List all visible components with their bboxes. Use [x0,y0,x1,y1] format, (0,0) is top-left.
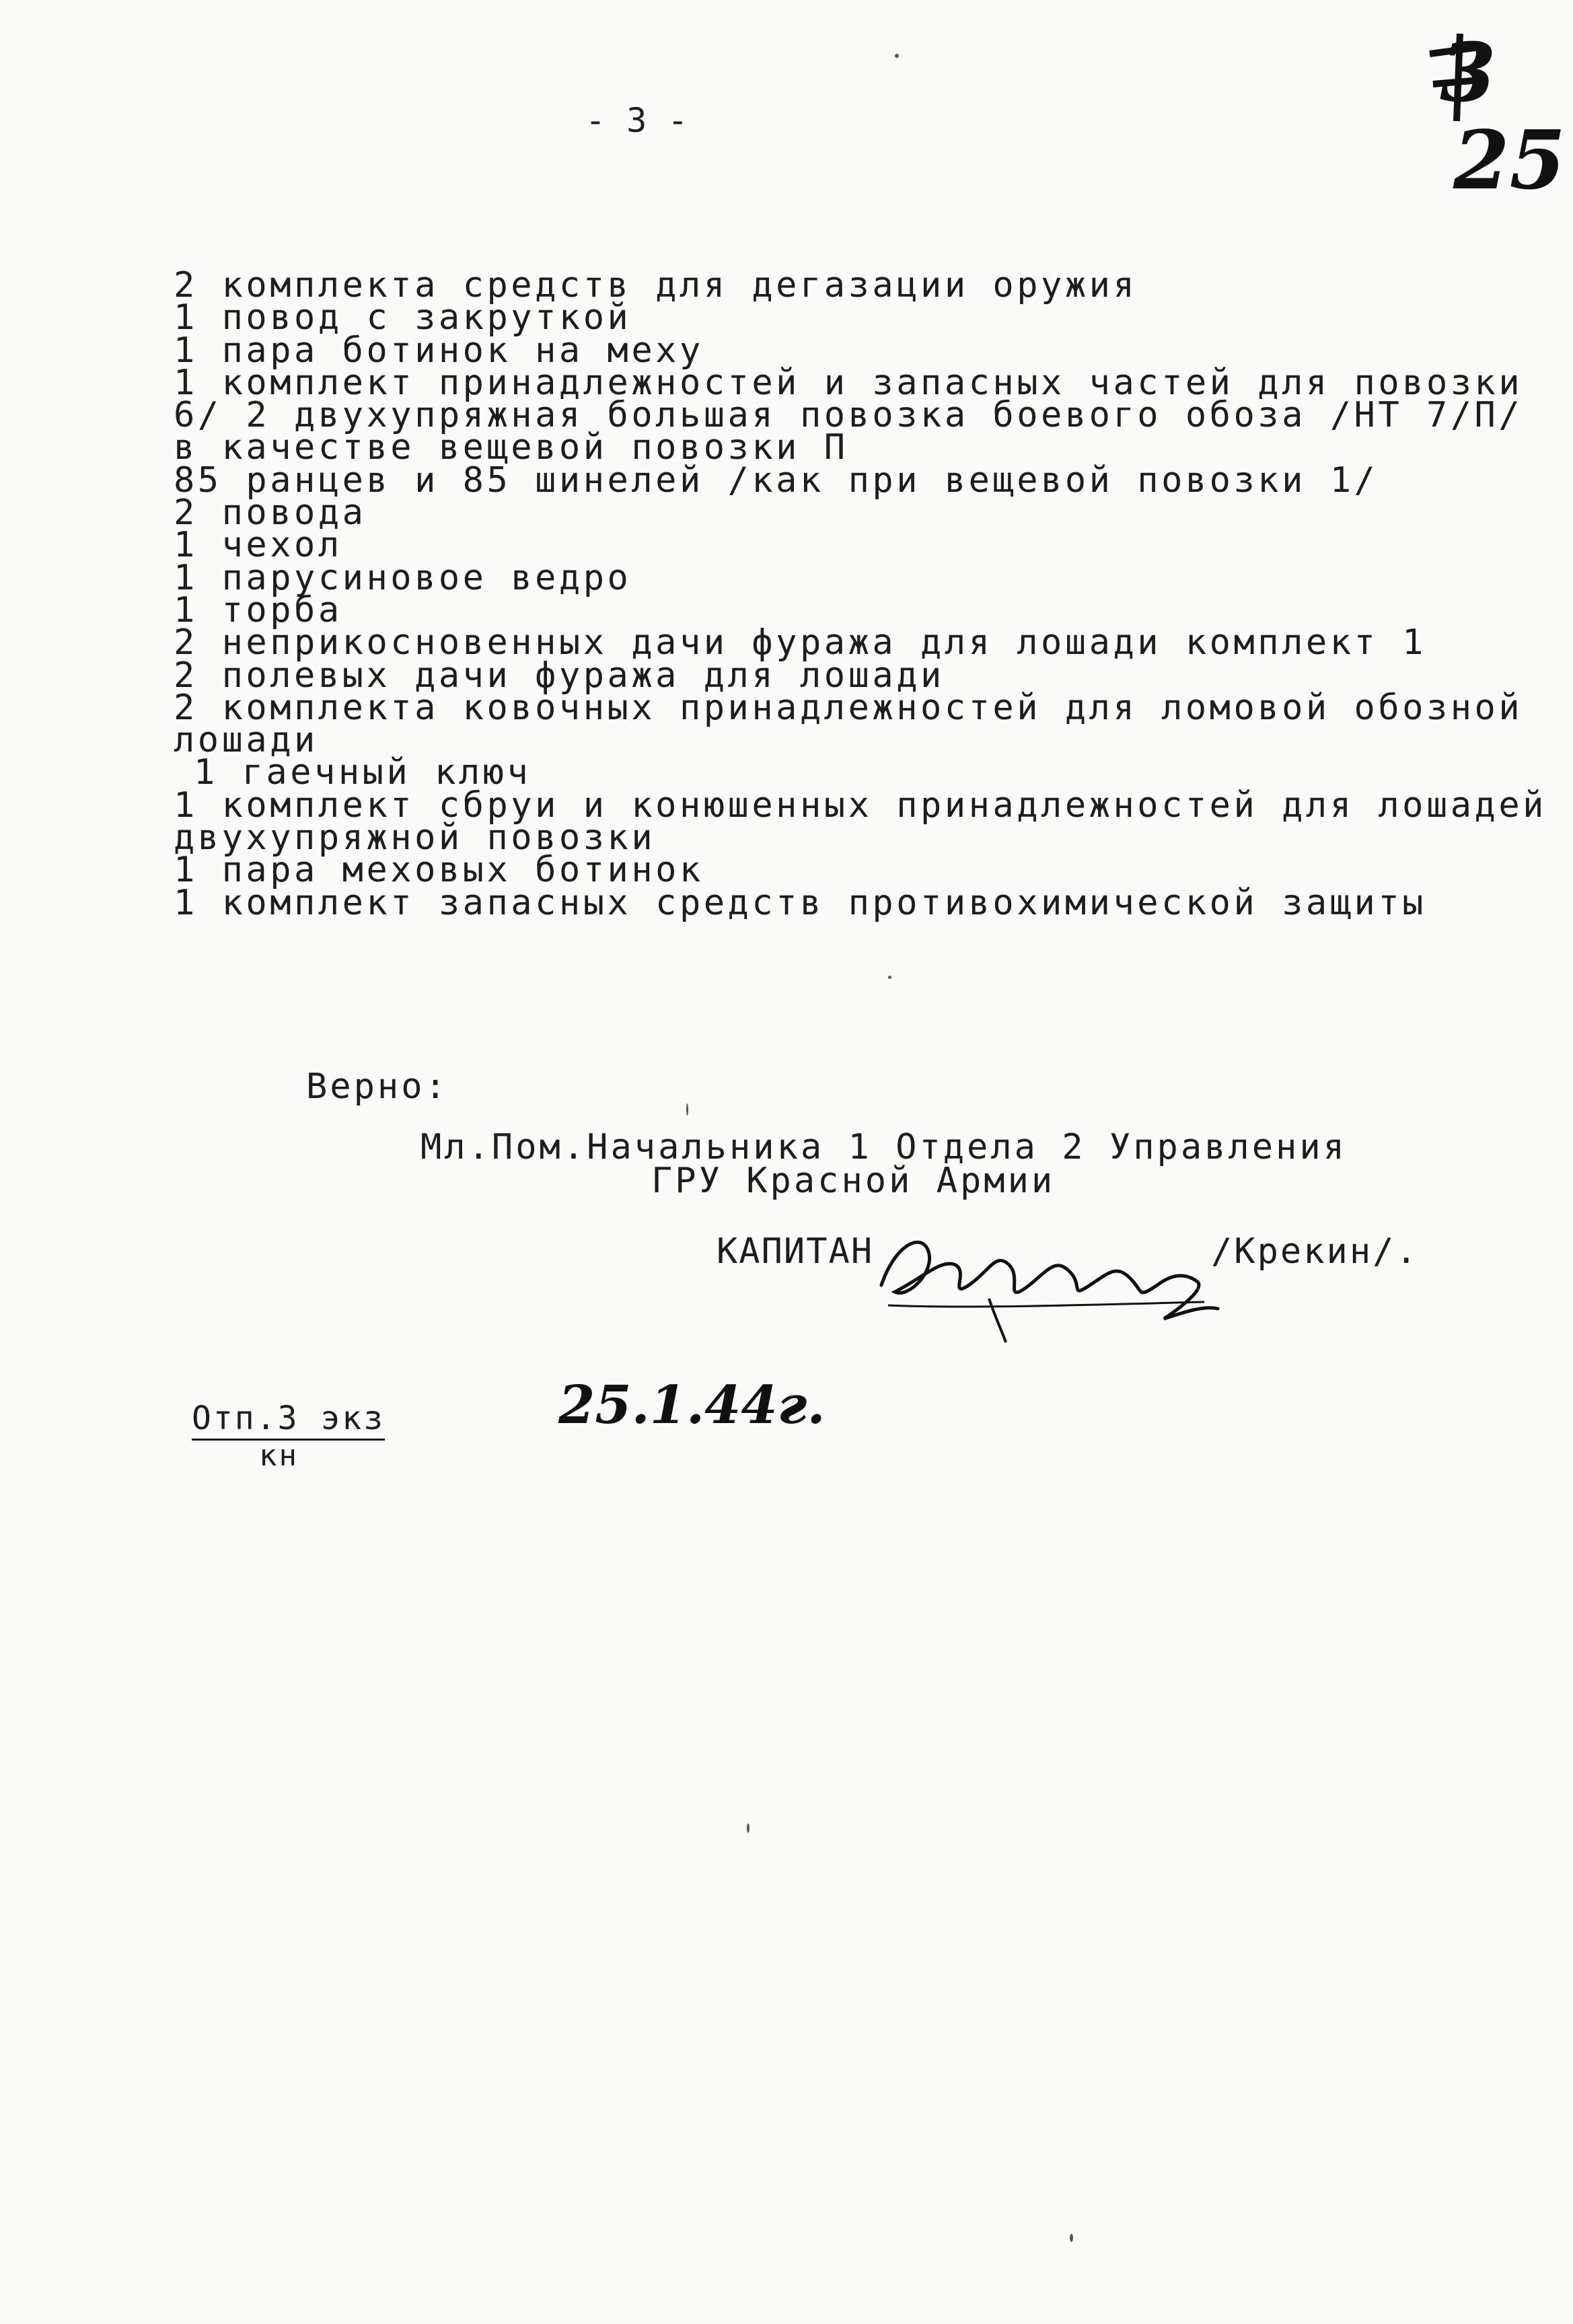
list-item: 1 комплект запасных средств противохимической защиты [174,882,1426,923]
list-item: 1 торба [174,589,342,630]
list-item: 2 повода [174,493,367,534]
list-item: 1 чехол [174,525,342,566]
handwritten-signature [868,1204,1231,1346]
paper-speck [888,976,891,979]
list-item: 2 полевых дачи фуража для лошади [174,655,945,696]
list-item: 1 пара ботинок на меху [174,330,704,371]
handwritten-date [558,1366,841,1440]
signer-position-line1: Мл.Пом.Начальника 1 Отдела 2 Управления [420,1127,1347,1167]
certification-label: Верно: [306,1066,449,1107]
list-item: 1 комплект сбруи и конюшенных принадлежностей для лошадей [174,785,1547,826]
list-item: 1 повод с закруткой [174,297,632,338]
inventory-list [174,265,1547,923]
signer-position-line2: ГРУ Красной Армии [651,1161,1056,1201]
copies-note: Отп.3 экз [192,1400,385,1441]
archive-mark-line2: 25 [1453,113,1566,208]
list-item: 85 ранцев и 85 шинелей /как при вещевой повозки 1/ [174,460,1379,501]
archive-mark-line1: 3 [1440,26,1496,120]
list-item: в качестве вещевой повозки П [174,427,848,468]
paper-speck [686,1103,688,1116]
list-item: лошади [174,720,318,761]
list-item: 1 комплект принадлежностей и запасных частей для повозки [174,362,1523,403]
paper-speck [895,54,899,58]
list-item: 6/ 2 двухупряжная большая повозка боевого обоза /НТ 7/П/ [174,395,1523,436]
handwritten-date-text: 25.1.44г. [558,1375,826,1436]
list-item: 2 комплекта ковочных принадлежностей для ломовой обозной [174,687,1523,728]
page-number: - 3 - [585,101,689,140]
typist-initials: кн [259,1439,299,1473]
list-item: 2 комплекта средств для дегазации оружия [174,265,1138,305]
list-item: 2 неприкосновенных дачи фуража для лошади комплект 1 [174,622,1426,663]
signer-name: /Крекин/. [1211,1231,1419,1272]
paper-speck [747,1823,749,1833]
handwritten-archive-mark [1420,20,1573,209]
list-item: 1 парусиновое ведро [174,557,632,598]
paper-speck [1070,2234,1073,2242]
list-item: двухупряжной повозки [174,818,656,859]
signer-rank: КАПИТАН [717,1231,874,1272]
list-item: 1 пара меховых ботинок [174,850,704,891]
list-item: 1 гаечный ключ [194,752,532,793]
